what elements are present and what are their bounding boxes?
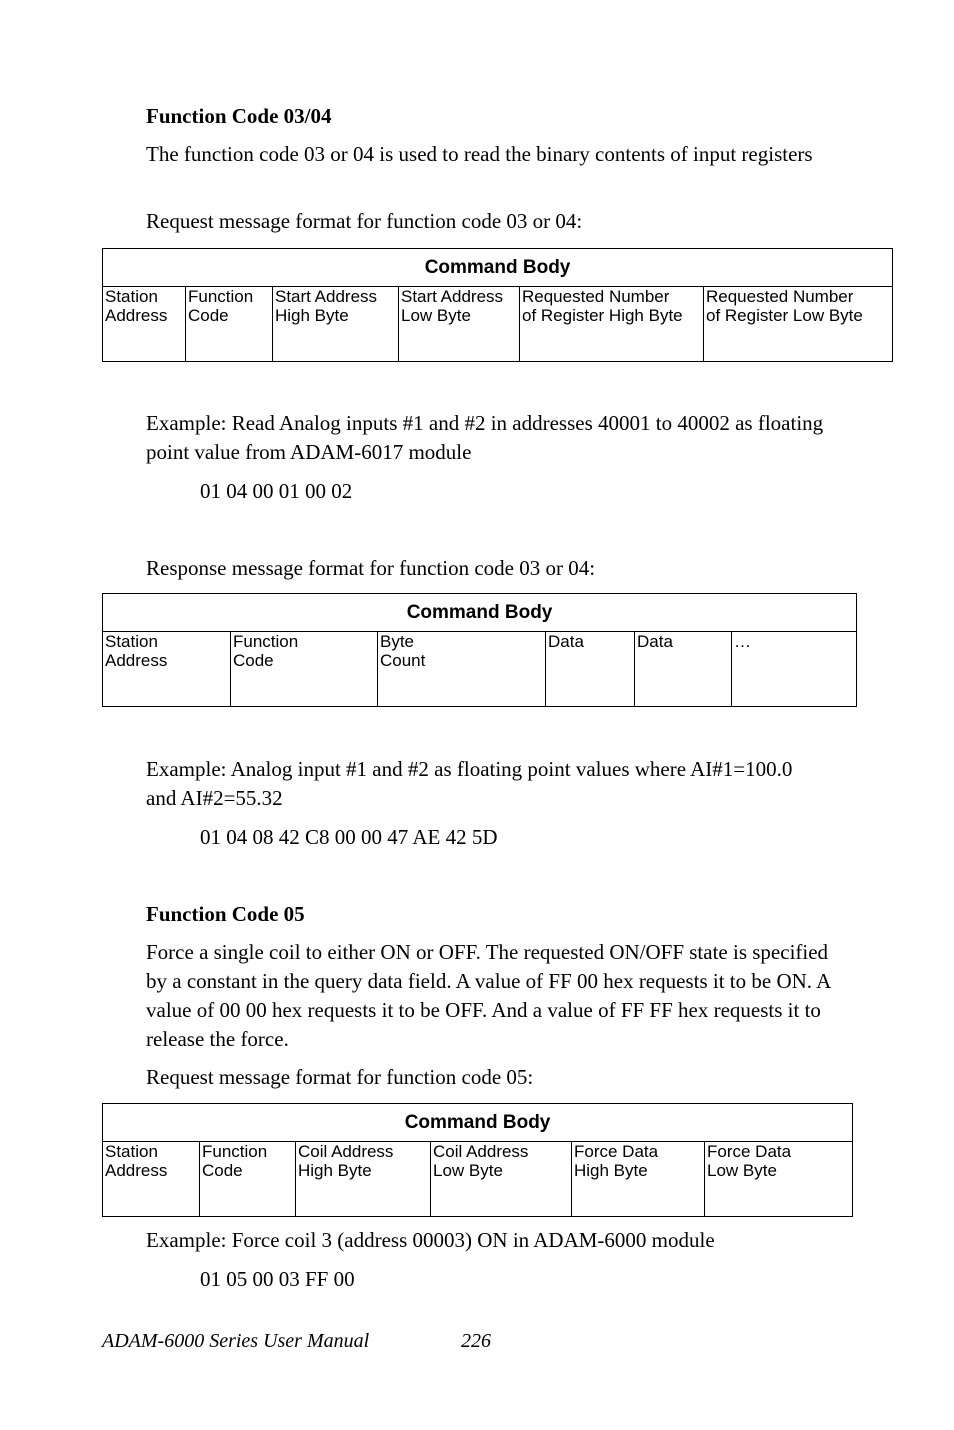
request-format-label-fc05: Request message format for function code 05:	[146, 1065, 534, 1089]
table-cell-byte-count: Byte Count	[378, 632, 546, 707]
table-cell-station-address: Station Address	[103, 287, 186, 362]
section-intro-fc05: Force a single coil to either ON or OFF. The requested ON/OFF state is specified by a constant in the query data field. A value of FF 00 hex requests it to be ON. A value of 00 00 hex requests it to be OFF. And a value of FF FF hex requests it to release the force.	[146, 940, 831, 1051]
command-body-header: Command Body	[103, 1104, 853, 1142]
table-cell-force-data-high: Force Data High Byte	[572, 1142, 705, 1217]
example-force-coil-code: 01 05 00 03 FF 00	[200, 1267, 355, 1291]
table-cell-function-code: Function Code	[200, 1142, 296, 1217]
footer-manual-title: ADAM-6000 Series User Manual	[102, 1330, 370, 1352]
table-cell-coil-address-high: Coil Address High Byte	[296, 1142, 431, 1217]
table-cell-station-address: Station Address	[103, 632, 231, 707]
command-body-header: Command Body	[103, 594, 857, 632]
response-format-label: Response message format for function code 03 or 04:	[146, 556, 596, 580]
table-cell-function-code: Function Code	[186, 287, 273, 362]
table-cell-data: Data	[546, 632, 635, 707]
table-cell-data: Data	[635, 632, 732, 707]
section-intro-fc03-04: The function code 03 or 04 is used to read the binary contents of input registers	[146, 142, 813, 166]
section-heading-fc03-04: Function Code 03/04	[146, 104, 332, 128]
example-analog-float-code: 01 04 08 42 C8 00 00 47 AE 42 5D	[200, 825, 498, 849]
response-command-table-fc03-04	[102, 593, 857, 707]
table-cell-function-code: Function Code	[231, 632, 378, 707]
request-format-label: Request message format for function code 03 or 04:	[146, 209, 583, 233]
table-cell-start-address-high: Start Address High Byte	[273, 287, 399, 362]
request-command-table-fc03-04	[102, 248, 893, 362]
table-cell-force-data-low: Force Data Low Byte	[707, 1142, 792, 1180]
command-body-header: Command Body	[103, 249, 893, 287]
example-read-analog-code: 01 04 00 01 00 02	[200, 479, 353, 503]
table-cell-register-number-high: Requested Number of Register High Byte	[520, 287, 704, 362]
table-cell-coil-address-low: Coil Address Low Byte	[431, 1142, 572, 1217]
section-heading-fc05: Function Code 05	[146, 902, 305, 926]
table-cell-start-address-low: Start Address Low Byte	[399, 287, 520, 362]
request-command-table-fc05	[102, 1103, 853, 1217]
table-cell-register-number-low: Requested Number of Register Low Byte	[706, 287, 863, 325]
example-analog-float: Example: Analog input #1 and #2 as floating point values where AI#1=100.0 and AI#2=55.32	[146, 757, 793, 810]
table-cell-station-address: Station Address	[103, 1142, 200, 1217]
example-force-coil: Example: Force coil 3 (address 00003) ON in ADAM-6000 module	[146, 1228, 715, 1252]
table-cell-ellipsis: …	[734, 632, 751, 651]
footer-page-number: 226	[461, 1330, 491, 1352]
example-read-analog: Example: Read Analog inputs #1 and #2 in addresses 40001 to 40002 as floating point value from ADAM-6017 module	[146, 411, 824, 464]
